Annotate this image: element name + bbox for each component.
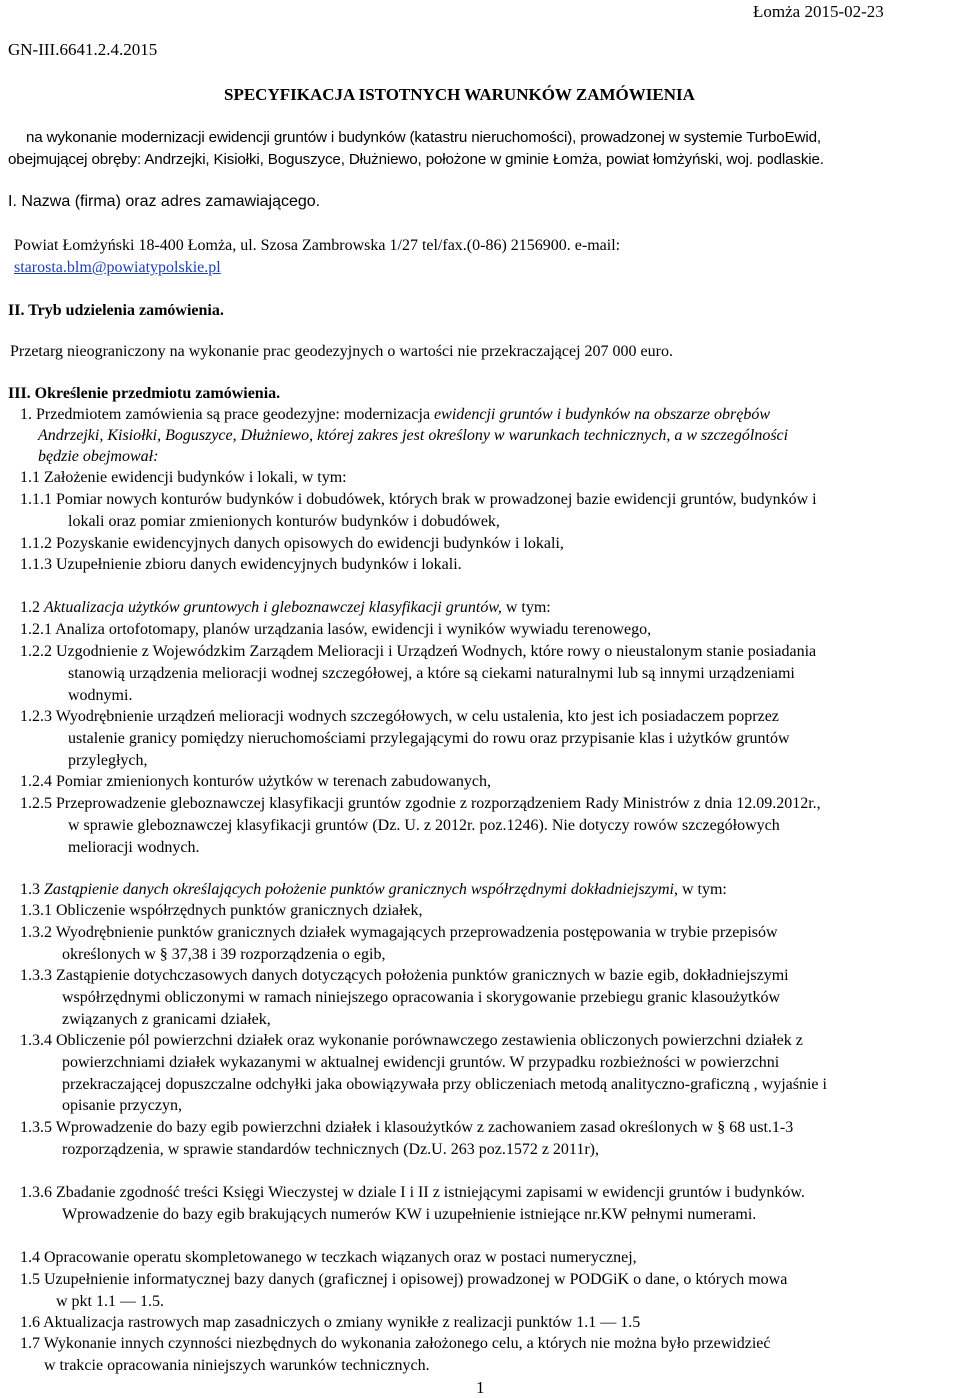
item-1-3-6: 1.3.6 Zbadanie zgodność treści Księgi Wieczystej w dziale I i II z istniejącymi zapisami w ewidencji gruntów i budynków. (20, 1184, 805, 1201)
item-1-3-title: Zastąpienie danych określających położenie punktów granicznych współrzędnymi dokładniejszymi (44, 881, 674, 898)
item-1-2-2-cont-1: stanowią urządzenia melioracji wodnej szczegółowej, a które są ciekami naturalnymi lub są innymi urządzeniami (68, 665, 795, 682)
scope-paragraph-line-1 (20, 405, 770, 425)
item-1-1-1-cont: lokali oraz pomiar zmienionych konturów budynków i dobudówek, (68, 513, 500, 530)
item-1-2-1: 1.2.1 Analiza ortofotomapy, planów urządzania lasów, ewidencji i wyników wywiadu terenowego, (20, 621, 652, 638)
item-1-2-5-cont-1: w sprawie gleboznawczej klasyfikacji gruntów (Dz. U. z 2012r. poz.1246). Nie dotyczy rowów szczegółowych (68, 817, 780, 834)
contracting-authority-address: Powiat Łomżyński 18-400 Łomża, ul. Szosa Zambrowska 1/27 tel/fax.(0-86) 2156900. e-mail: (14, 237, 621, 254)
item-1-2-3-cont-2: przyległych, (68, 752, 148, 769)
item-1-3-5: 1.3.5 Wprowadzenie do bazy egib powierzchni działek i klasoużytków z zachowaniem zasad określonych w § 68 ust.1-3 (20, 1119, 794, 1136)
item-1-7: 1.7 Wykonanie innych czynności niezbędnych do wykonania założonego celu, a których nie można było przewidzieć (20, 1335, 771, 1352)
item-1-3-1: 1.3.1 Obliczenie współrzędnych punktów granicznych działek, (20, 902, 423, 919)
item-1-3-4-cont-2: przekraczającej dopuszczalne odchyłki jaka obowiązywała przy obliczeniach metodą analityczno-graficzną , wyjaśnie i (62, 1076, 827, 1093)
item-1-3 (20, 880, 727, 900)
document-title: SPECYFIKACJA ISTOTNYCH WARUNKÓW ZAMÓWIENIA (224, 85, 695, 104)
item-1-2-4: 1.2.4 Pomiar zmienionych konturów użytków w terenach zabudowanych, (20, 773, 491, 790)
procedure-text: Przetarg nieograniczony na wykonanie prac geodezyjnych o wartości nie przekraczającej 207 000 euro. (10, 343, 673, 360)
intro-line-2: obejmującej obręby: Andrzejki, Kisiołki, Boguszyce, Dłużniewo, położone w gminie Łomża, powiat łomżyński, woj. podlaskie. (8, 151, 824, 168)
item-1-2-5-cont-2: melioracji wodnych. (68, 839, 200, 856)
item-1-4: 1.4 Opracowanie operatu skompletowanego w teczkach wiązanych oraz w postaci numerycznej, (20, 1249, 637, 1266)
item-1-2-5: 1.2.5 Przeprowadzenie gleboznawczej klasyfikacji gruntów zgodnie z rozporządzeniem Rady Ministrów z dnia 12.09.2012r., (20, 795, 821, 812)
item-1-2-rest: w tym: (501, 599, 551, 616)
scope-text-a: 1. Przedmiotem zamówienia są prace geodezyjne: modernizacja (20, 406, 435, 423)
item-1-3-3-cont-2: związanych z granicami działek, (62, 1011, 271, 1028)
case-reference: GN-III.6641.2.4.2015 (8, 40, 158, 59)
item-1-2-2: 1.2.2 Uzgodnienie z Wojewódzkim Zarządem Melioracji i Urządzeń Wodnych, które rowy o nieustalonym stanie posiadania (20, 643, 817, 660)
item-1-5-cont: w pkt 1.1 — 1.5. (56, 1293, 164, 1310)
item-1-3-4-cont-3: opisanie przyczyn, (62, 1097, 182, 1114)
item-1-3-4-cont-1: powierzchniami działek wykazanymi w aktualnej ewidencji gruntów. W przypadku rozbieżności w powierzchni (62, 1054, 780, 1071)
item-1-3-2: 1.3.2 Wyodrębnienie punktów granicznych działek wymagających przeprowadzenia postępowania w trybie przepisów (20, 924, 778, 941)
section-2-heading: II. Tryb udzielenia zamówienia. (8, 302, 224, 319)
item-1-1-3: 1.1.3 Uzupełnienie zbioru danych ewidencyjnych budynków i lokali. (20, 556, 462, 573)
item-1-2-title: Aktualizacja użytków gruntowych i gleboznawczej klasyfikacji gruntów, (44, 599, 502, 616)
section-1-heading: I. Nazwa (firma) oraz adres zamawiającego. (8, 193, 321, 210)
item-1-3-2-cont: określonych w § 37,38 i 39 rozporządzenia o egib, (62, 946, 386, 963)
item-1-2-3-cont-1: ustalenie granicy pomiędzy nieruchomościami przylegającymi do rowu oraz przypisanie klas i użytków gruntów (68, 730, 790, 747)
item-1-3-5-cont: rozporządzenia, w sprawie standardów technicznych (Dz.U. 263 poz.1572 z 2011r), (62, 1141, 599, 1158)
item-1-2 (20, 598, 551, 618)
item-1-3-rest: , w tym: (673, 881, 727, 898)
item-1-3-4: 1.3.4 Obliczenie pól powierzchni działek oraz wykonanie porównawczego zestawienia obliczonych powierzchni działek z (20, 1032, 803, 1049)
email-link[interactable]: starosta.blm@powiatypolskie.pl (14, 259, 221, 276)
item-1-1: 1.1 Założenie ewidencji budynków i lokali, w tym: (20, 469, 347, 486)
scope-paragraph-line-2: Andrzejki, Kisiołki, Boguszyce, Dłużniewo, której zakres jest określony w warunkach technicznych, a w szczególności (38, 427, 789, 444)
item-1-2-number: 1.2 (20, 599, 44, 616)
document-date: Łomża 2015-02-23 (753, 2, 884, 21)
item-1-3-6-cont: Wprowadzenie do bazy egib brakujących numerów KW i uzupełnienie istniejące nr.KW pełnymi numerami. (62, 1206, 757, 1223)
item-1-6: 1.6 Aktualizacja rastrowych map zasadniczych o zmiany wynikłe z realizacji punktów 1.1 — 1.5 (20, 1314, 641, 1331)
item-1-3-number: 1.3 (20, 881, 44, 898)
item-1-3-3: 1.3.3 Zastąpienie dotychczasowych danych dotyczących położenia punktów granicznych w bazie egib, dokładniejszymi (20, 967, 789, 984)
item-1-3-3-cont-1: współrzędnymi obliczonymi w ramach niniejszego opracowania i skorygowanie przebiegu granic klasoużytków (62, 989, 780, 1006)
item-1-1-2: 1.1.2 Pozyskanie ewidencyjnych danych opisowych do ewidencji budynków i lokali, (20, 535, 564, 552)
item-1-2-2-cont-2: wodnymi. (68, 687, 133, 704)
section-3-heading: III. Określenie przedmiotu zamówienia. (8, 385, 281, 402)
item-1-7-cont: w trakcie opracowania niniejszych warunków technicznych. (44, 1357, 430, 1374)
scope-text-b: ewidencji gruntów i budynków na obszarze obrębów (434, 406, 771, 423)
item-1-5: 1.5 Uzupełnienie informatycznej bazy danych (graficznej i opisowej) prowadzonej w PODGiK o dane, o których mowa (20, 1271, 788, 1288)
item-1-2-3: 1.2.3 Wyodrębnienie urządzeń melioracji wodnych szczegółowych, w celu ustalenia, kto jest ich posiadaczem poprzez (20, 708, 779, 725)
item-1-1-1: 1.1.1 Pomiar nowych konturów budynków i dobudówek, których brak w prowadzonej bazie ewidencji gruntów, budynków i (20, 491, 817, 508)
scope-paragraph-line-3: będzie obejmował: (38, 448, 159, 465)
intro-line-1: na wykonanie modernizacji ewidencji gruntów i budynków (katastru nieruchomości), prowadzonej w systemie TurboEwid, (26, 129, 821, 146)
page-number: 1 (476, 1378, 485, 1397)
